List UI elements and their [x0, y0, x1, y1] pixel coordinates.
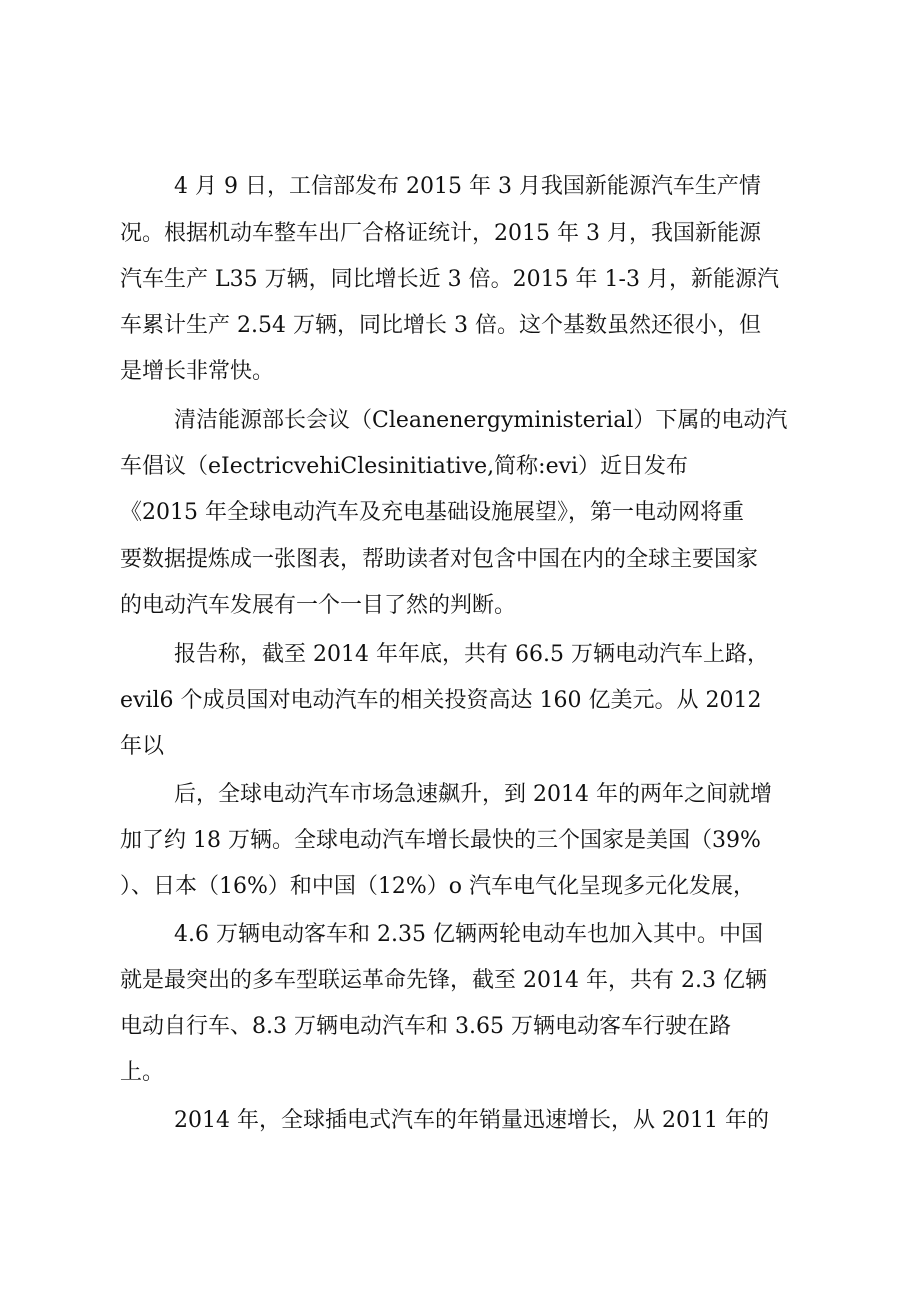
paragraph-line: 况。根据机动车整车出厂合格证统计，2015 年 3 月，我国新能源: [120, 221, 761, 246]
paragraph-line: ）、日本（16%）和中国（12%）o 汽车电气化呈现多元化发展，: [120, 874, 756, 899]
paragraph-line: 电动自行车、8.3 万辆电动汽车和 3.65 万辆电动客车行驶在路: [120, 1014, 731, 1039]
paragraph-line: 汽车生产 L35 万辆，同比增长近 3 倍。2015 年 1-3 月，新能源汽: [120, 267, 779, 292]
paragraph-line: 是增长非常快。: [120, 359, 275, 384]
paragraph-line: 年以: [120, 734, 165, 759]
paragraph-line: 车累计生产 2.54 万辆，同比增长 3 倍。这个基数虽然还很小，但: [120, 313, 761, 338]
paragraph-line: 《2015 年全球电动汽车及充电基础设施展望》，第一电动网将重: [120, 500, 744, 525]
paragraph-line: 就是最突出的多车型联运革命先锋，截至 2014 年，共有 2.3 亿辆: [120, 968, 767, 993]
paragraph-line: 清洁能源部长会议（Cleanenergyministerial）下属的电动汽: [174, 408, 788, 433]
paragraph-line: 2014 年，全球插电式汽车的年销量迅速增长，从 2011 年的: [174, 1108, 769, 1133]
paragraph-line: 上。: [120, 1060, 165, 1085]
paragraph-line: 后，全球电动汽车市场急速飙升，到 2014 年的两年之间就增: [174, 782, 772, 807]
paragraph-line: 4 月 9 日，工信部发布 2015 年 3 月我国新能源汽车生产情: [174, 174, 761, 199]
paragraph-line: 加了约 18 万辆。全球电动汽车增长最快的三个国家是美国（39%: [120, 828, 761, 853]
paragraph-line: 4.6 万辆电动客车和 2.35 亿辆两轮电动车也加入其中。中国: [174, 922, 763, 947]
paragraph-line: evil6 个成员国对电动汽车的相关投资高达 160 亿美元。从 2012: [120, 688, 762, 713]
paragraph-line: 要数据提炼成一张图表，帮助读者对包含中国在内的全球主要国家: [120, 547, 759, 572]
paragraph-line: 报告称，截至 2014 年年底，共有 66.5 万辆电动汽车上路，: [174, 642, 769, 667]
paragraph-line: 的电动汽车发展有一个一目了然的判断。: [120, 593, 517, 618]
paragraph-line: 车倡议（eIectricvehiClesinitiative,简称:evi）近日发布: [120, 454, 689, 479]
